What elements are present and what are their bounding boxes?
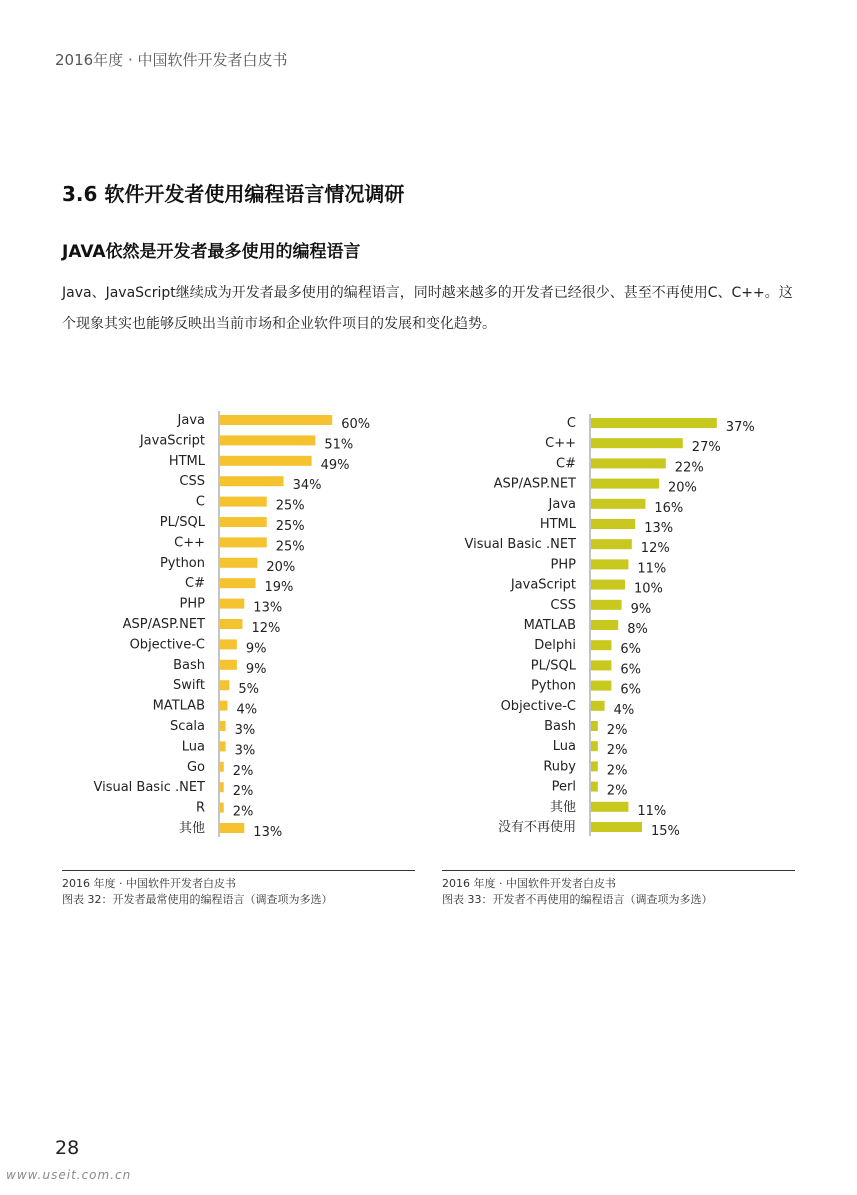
chart-1-bar — [591, 660, 611, 670]
chart-1-value-label: 6% — [620, 662, 642, 678]
section-subtitle: JAVA依然是开发者最多使用的编程语言 — [62, 242, 361, 262]
chart-1-value-label: 2% — [606, 763, 628, 779]
chart-1-category-label: 没有不再使用 — [497, 820, 576, 835]
chart-0-bar — [220, 639, 237, 649]
chart-0-bar — [220, 680, 229, 690]
intro-paragraph: Java、JavaScript继续成为开发者最多使用的编程语言，同时越来越多的开发者已经很少、甚至不再使用C、C++。这个现象其实也能够反映出当前市场和企业软件项目的发展和变化趋势。 — [62, 285, 793, 332]
chart-0-value-label: 25% — [275, 539, 305, 555]
chart-0-category-label: Swift — [173, 678, 205, 694]
chart-0-category-label: 其他 — [178, 821, 205, 836]
chart-0-category-label: C — [195, 494, 205, 510]
chart-0-category-label: Python — [159, 555, 205, 571]
chart-1-value-label: 10% — [634, 581, 663, 597]
chart-1-value-label: 37% — [725, 420, 755, 435]
chart-0-value-label: 25% — [275, 519, 305, 534]
chart-1-category-label: Python — [530, 678, 576, 694]
chart-0-value-label: 19% — [264, 580, 294, 596]
chart-1-bar — [591, 438, 683, 448]
chart-0-value-label: 13% — [253, 600, 283, 616]
chart-0-category-label: Scala — [170, 719, 205, 734]
chart-0-bar — [220, 701, 227, 711]
chart-0-bar — [220, 721, 226, 731]
chart-1-bar — [591, 600, 622, 610]
chart-no-longer-used-languages — [440, 408, 800, 848]
chart-0-category-label: CSS — [179, 474, 205, 490]
chart-1-category-label: Ruby — [543, 759, 576, 775]
chart-1-category-label: C — [566, 416, 576, 431]
chart-1-bar — [591, 761, 598, 771]
chart-1-category-label: Objective-C — [500, 698, 576, 714]
chart-0-bar — [220, 476, 284, 486]
chart-0-category-label: HTML — [168, 453, 205, 469]
chart-0-bar — [220, 578, 256, 588]
chart-1-value-label: 8% — [627, 622, 648, 637]
chart-1-bar — [591, 802, 628, 812]
caption-right-source: 2016 年度 · 中国软件开发者白皮书 — [442, 877, 616, 890]
chart-1-value-label: 20% — [668, 480, 697, 496]
chart-1-bar — [591, 741, 598, 751]
chart-1-bar — [591, 822, 642, 832]
chart-0-category-label: Java — [177, 413, 205, 428]
chart-1-bar — [591, 418, 717, 428]
chart-0-value-label: 13% — [253, 825, 283, 840]
chart-0-bar — [220, 497, 267, 507]
caption-right-label: 图表 33：开发者不再使用的编程语言（调查项为多选） — [442, 893, 713, 906]
chart-1-value-label: 11% — [637, 561, 667, 577]
chart-0-category-label: ASP/ASP.NET — [122, 617, 205, 632]
chart-1-category-label: Bash — [544, 719, 576, 734]
caption-left-label: 图表 32：开发者最常使用的编程语言（调查项为多选） — [62, 893, 333, 906]
chart-1-value-label: 2% — [606, 743, 628, 759]
chart-0-category-label: PHP — [179, 596, 205, 612]
chart-1-value-label: 22% — [674, 460, 704, 476]
chart-0-bar — [220, 741, 226, 751]
chart-0-bar — [220, 517, 267, 527]
chart-1-value-label: 11% — [637, 803, 667, 819]
chart-0-value-label: 9% — [245, 661, 267, 677]
chart-1-bar — [591, 479, 659, 489]
caption-right — [442, 876, 713, 908]
chart-0-value-label: 4% — [236, 702, 258, 718]
chart-1-bar — [591, 458, 666, 468]
chart-1-category-label: JavaScript — [510, 577, 576, 593]
chart-0-bar — [220, 456, 312, 466]
chart-1-bar — [591, 681, 611, 691]
chart-1-bar — [591, 559, 628, 569]
chart-most-used-languages — [60, 405, 420, 845]
chart-0-bar — [220, 762, 224, 772]
chart-1-value-label: 9% — [630, 601, 652, 617]
chart-0-category-label: Lua — [181, 739, 205, 755]
chart-0-value-label: 60% — [341, 417, 371, 432]
chart-0-bar — [220, 803, 224, 813]
chart-0-value-label: 9% — [245, 641, 267, 657]
chart-1-category-label: HTML — [539, 517, 576, 532]
site-watermark: www.useit.com.cn — [6, 1168, 132, 1182]
chart-0-bar — [220, 660, 237, 670]
chart-1-bar — [591, 499, 645, 509]
chart-1-category-label: Visual Basic .NET — [464, 537, 576, 553]
chart-1-category-label: PL/SQL — [530, 658, 576, 674]
chart-1-category-label: CSS — [550, 597, 576, 613]
chart-0-bar — [220, 823, 244, 833]
chart-0-category-label: JavaScript — [139, 433, 205, 449]
chart-0-value-label: 3% — [234, 743, 256, 759]
chart-0-value-label: 2% — [232, 763, 254, 779]
chart-1-value-label: 6% — [620, 642, 642, 658]
chart-0-value-label: 25% — [275, 498, 305, 514]
caption-divider-left — [62, 870, 415, 871]
chart-1-bar — [591, 701, 605, 711]
chart-1-category-label: ASP/ASP.NET — [493, 476, 576, 492]
page-number: 28 — [55, 1137, 80, 1159]
chart-1-category-label: Lua — [552, 739, 576, 755]
chart-1-value-label: 16% — [654, 500, 684, 516]
chart-1-bar — [591, 580, 625, 590]
chart-0-category-label: R — [195, 800, 205, 816]
chart-1-bar — [591, 620, 618, 630]
chart-1-category-label: MATLAB — [523, 618, 576, 633]
chart-0-category-label: PL/SQL — [159, 515, 205, 530]
chart-0-bar — [220, 782, 224, 792]
chart-1-value-label: 4% — [613, 702, 635, 718]
chart-1-value-label: 27% — [691, 440, 721, 456]
chart-0-value-label: 5% — [238, 682, 259, 698]
chart-1-category-label: 其他 — [549, 799, 576, 815]
chart-0-category-label: Bash — [173, 657, 205, 673]
chart-0-bar — [220, 558, 257, 568]
chart-1-bar — [591, 519, 635, 529]
chart-1-value-label: 2% — [606, 783, 628, 799]
chart-1-value-label: 12% — [640, 541, 670, 557]
chart-1-category-label: Delphi — [534, 638, 576, 654]
caption-divider-right — [442, 870, 795, 871]
chart-1-category-label: Java — [548, 496, 576, 512]
chart-1-bar — [591, 721, 598, 731]
chart-0-bar — [220, 619, 242, 629]
chart-0-value-label: 3% — [234, 723, 256, 738]
chart-0-bar — [220, 599, 244, 609]
chart-0-value-label: 34% — [292, 478, 322, 494]
chart-1-bar — [591, 539, 632, 549]
chart-0-value-label: 20% — [266, 559, 296, 575]
chart-0-category-label: MATLAB — [152, 698, 205, 714]
chart-0-value-label: 2% — [232, 804, 254, 820]
section-title: 3.6 软件开发者使用编程语言情况调研 — [62, 182, 405, 206]
chart-0-category-label: Go — [186, 759, 205, 775]
chart-0-value-label: 12% — [251, 621, 281, 636]
chart-0-bar — [220, 415, 332, 425]
chart-1-category-label: C++ — [545, 436, 576, 452]
chart-1-bar — [591, 640, 611, 650]
chart-1-value-label: 2% — [606, 723, 628, 738]
chart-0-category-label: C# — [185, 576, 205, 592]
chart-0-category-label: Visual Basic .NET — [93, 780, 205, 796]
chart-1-category-label: Perl — [551, 779, 576, 795]
chart-1-category-label: PHP — [550, 557, 576, 573]
caption-left — [62, 876, 333, 908]
chart-1-value-label: 13% — [644, 521, 674, 536]
caption-left-source: 2016 年度 · 中国软件开发者白皮书 — [62, 877, 236, 890]
chart-1-value-label: 15% — [651, 824, 680, 839]
chart-0-value-label: 2% — [232, 784, 254, 800]
chart-0-category-label: Objective-C — [129, 637, 205, 653]
chart-0-category-label: C++ — [174, 535, 205, 551]
chart-0-value-label: 51% — [324, 437, 354, 453]
chart-1-category-label: C# — [556, 456, 576, 472]
chart-1-bar — [591, 782, 598, 792]
chart-0-bar — [220, 435, 315, 445]
page-header: 2016年度 · 中国软件开发者白皮书 — [55, 51, 288, 69]
chart-1-value-label: 6% — [620, 682, 642, 698]
chart-0-bar — [220, 537, 267, 547]
chart-0-value-label: 49% — [320, 457, 350, 473]
